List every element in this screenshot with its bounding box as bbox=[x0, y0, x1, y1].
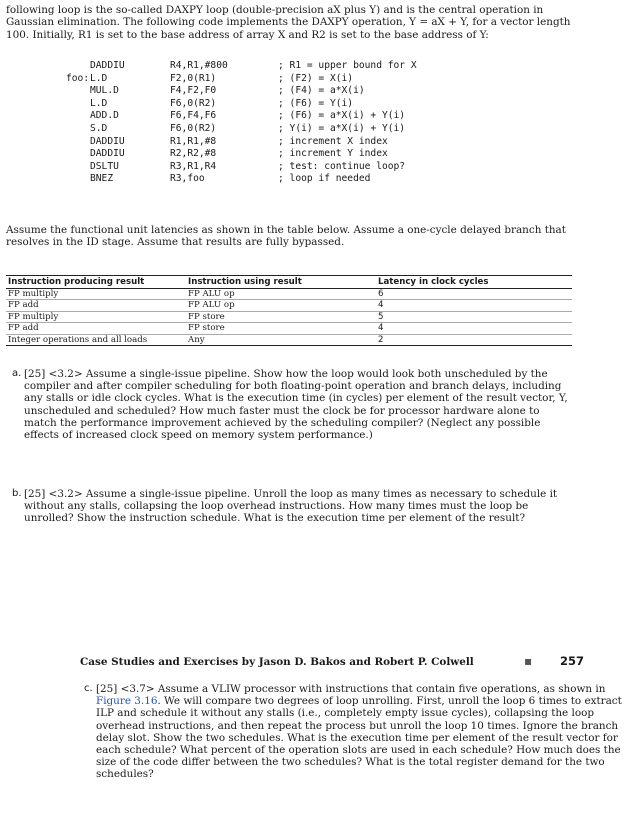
code-line bbox=[66, 60, 546, 73]
cell-using: FP store bbox=[186, 323, 376, 334]
code-line bbox=[66, 173, 546, 186]
code-operands: F6,0(R2) bbox=[170, 97, 217, 109]
code-listing bbox=[66, 60, 546, 186]
code-operands: R3,R1,R4 bbox=[170, 160, 217, 172]
exercise-c-text-before: [25] <3.7> Assume a VLIW processor with instructions that contain five operations, as shown in bbox=[96, 683, 606, 695]
code-opcode: S.D bbox=[90, 122, 108, 134]
assumption-paragraph: Assume the functional unit latencies as shown in the table below. Assume a one-cycle delayed branch that resolves in the ID stage. Assume that results are fully bypassed. bbox=[6, 224, 566, 249]
table-row bbox=[6, 334, 572, 345]
exercise-c-label: c. bbox=[84, 683, 93, 694]
code-opcode: DADDIU bbox=[90, 135, 125, 147]
footer-title: Case Studies and Exercises by Jason D. Bakos and Robert P. Colwell bbox=[80, 656, 474, 668]
intro-paragraph: following loop is the so-called DAXPY loop (double-precision aX plus Y) and is the central operation in Gaussian elimination. The following code implements the DAXPY operation, Y = aX + Y, for a vector length 100. Initially, R1 is set to the base address of array X and R2 is set to the base address of Y: bbox=[6, 4, 571, 41]
code-line bbox=[66, 148, 546, 161]
code-label: foo: bbox=[66, 72, 90, 84]
exercise-b bbox=[12, 488, 572, 525]
code-line bbox=[66, 161, 546, 174]
cell-producing: FP add bbox=[6, 323, 186, 334]
code-line bbox=[66, 98, 546, 111]
cell-latency: 4 bbox=[376, 323, 572, 334]
code-comment: ; increment Y index bbox=[278, 148, 388, 160]
code-opcode: MUL.D bbox=[90, 85, 119, 97]
cell-producing: FP multiply bbox=[6, 289, 186, 300]
cell-latency: 2 bbox=[376, 334, 572, 345]
code-line bbox=[66, 136, 546, 149]
code-operands: F6,F4,F6 bbox=[170, 110, 217, 122]
exercise-c bbox=[84, 683, 622, 781]
code-operands: F4,F2,F0 bbox=[170, 85, 217, 97]
code-comment: ; (F4) = a*X(i) bbox=[278, 85, 365, 97]
cell-latency: 5 bbox=[376, 311, 572, 322]
header-using: Instruction using result bbox=[186, 276, 376, 289]
exercise-a bbox=[12, 368, 572, 442]
code-comment: ; Y(i) = a*X(i) + Y(i) bbox=[278, 122, 406, 134]
exercise-a-text: [25] <3.2> Assume a single-issue pipeline. Show how the loop would look both unscheduled by the compiler and after compiler scheduling for both floating-point operation and branch delays, including any stalls or idle clock cycles. What is the execution time (in cycles) per element of the result vector, Y, unscheduled and scheduled? How much faster must the clock be for processor hardware alone to match the performance improvement achieved by the scheduling compiler? (Neglect any possible effects of increased clock speed on memory system performance.) bbox=[24, 368, 568, 442]
figure-link[interactable]: Figure 3.16 bbox=[96, 695, 158, 708]
code-line bbox=[66, 85, 546, 98]
code-line bbox=[66, 123, 546, 136]
latency-table bbox=[6, 275, 572, 346]
code-line bbox=[66, 110, 546, 123]
code-comment: ; loop if needed bbox=[278, 173, 371, 185]
cell-using: FP ALU op bbox=[186, 289, 376, 300]
code-comment: ; test: continue loop? bbox=[278, 160, 406, 172]
cell-using: Any bbox=[186, 334, 376, 345]
code-comment: ; (F6) = Y(i) bbox=[278, 97, 354, 109]
code-opcode: DSLTU bbox=[90, 160, 119, 172]
cell-using: FP ALU op bbox=[186, 300, 376, 311]
code-operands: R1,R1,#8 bbox=[170, 135, 217, 147]
footer-separator: ▪ bbox=[524, 654, 533, 668]
table-row bbox=[6, 289, 572, 300]
exercise-c-text-after: . We will compare two degrees of loop unrolling. First, unroll the loop 6 times to extract ILP and schedule it without any stalls (i.e., completely empty issue cycles), collapsing the loop overhead instructions, and then repeat the process but unroll the loop 10 times. Ignore the branch delay slot. Show the two schedules. What is the execution time per element of the result vector for each schedule? What percent of the operation slots are used in each schedule? How much does the size of the code differ between the two schedules? What is the total register demand for the two schedules? bbox=[96, 695, 622, 781]
code-opcode: DADDIU bbox=[90, 148, 125, 160]
table-row bbox=[6, 300, 572, 311]
code-opcode: L.D bbox=[90, 97, 108, 109]
code-comment: ; increment X index bbox=[278, 135, 388, 147]
code-operands: R2,R2,#8 bbox=[170, 148, 217, 160]
exercise-b-text: [25] <3.2> Assume a single-issue pipeline. Unroll the loop as many times as necessary to schedule it without any stalls, collapsing the loop overhead instructions. How many times must the loop be unrolled? Show the instruction schedule. What is the execution time per element of the result? bbox=[24, 488, 558, 525]
code-comment: ; (F2) = X(i) bbox=[278, 72, 354, 84]
cell-latency: 6 bbox=[376, 289, 572, 300]
code-comment: ; (F6) = a*X(i) + Y(i) bbox=[278, 110, 406, 122]
cell-producing: Integer operations and all loads bbox=[6, 334, 186, 345]
table-row bbox=[6, 323, 572, 334]
code-operands: F2,0(R1) bbox=[170, 72, 217, 84]
code-operands: R3,foo bbox=[170, 173, 205, 185]
exercise-a-label: a. bbox=[12, 368, 22, 379]
cell-producing: FP multiply bbox=[6, 311, 186, 322]
code-opcode: DADDIU bbox=[90, 60, 125, 71]
code-line bbox=[66, 73, 546, 86]
cell-latency: 4 bbox=[376, 300, 572, 311]
header-producing: Instruction producing result bbox=[6, 276, 186, 289]
code-operands: R4,R1,#800 bbox=[170, 60, 228, 71]
cell-using: FP store bbox=[186, 311, 376, 322]
code-comment: ; R1 = upper bound for X bbox=[278, 60, 417, 71]
table-header-row bbox=[6, 276, 572, 289]
exercise-b-label: b. bbox=[12, 488, 22, 499]
code-operands: F6,0(R2) bbox=[170, 122, 217, 134]
code-opcode: L.D bbox=[90, 72, 108, 84]
header-latency: Latency in clock cycles bbox=[376, 276, 572, 289]
table-row bbox=[6, 311, 572, 322]
code-opcode: ADD.D bbox=[90, 110, 119, 122]
page-number: 257 bbox=[560, 654, 585, 668]
code-opcode: BNEZ bbox=[90, 173, 114, 185]
cell-producing: FP add bbox=[6, 300, 186, 311]
